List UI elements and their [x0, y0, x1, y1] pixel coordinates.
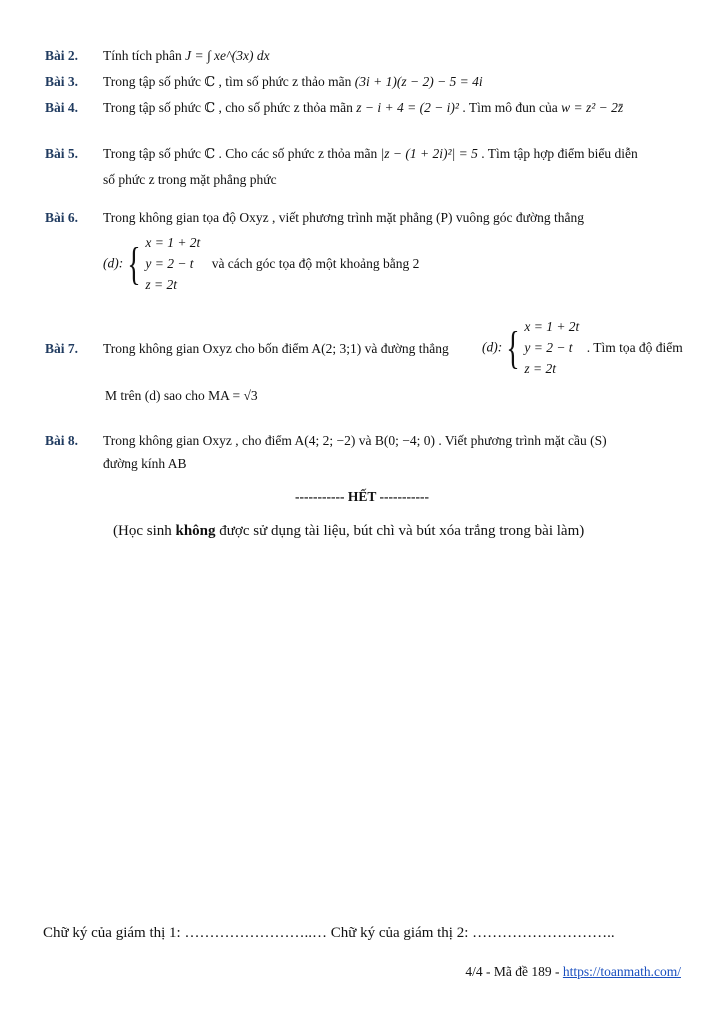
brace-icon: {	[506, 321, 520, 373]
problem-intro: Tính tích phân	[103, 48, 182, 63]
problem-question: . Tìm tập hợp điểm biểu diễn	[481, 146, 638, 161]
problem-intro: Trong tập số phức ℂ , cho số phức z thỏa mãn	[103, 100, 353, 115]
problem-label: Bài 6.	[45, 210, 79, 225]
problem-math: |z − (1 + 2i)²| = 5	[380, 146, 478, 161]
equation: x = 1 + 2t	[524, 319, 580, 334]
equation: z = 2t	[524, 361, 556, 376]
problem-math: J = ∫ xe^(3x) dx	[185, 48, 270, 63]
footer-link[interactable]: https://toanmath.com/	[562, 964, 681, 979]
problem-intro: Trong không gian tọa độ Oxyz , viết phương trình mặt phẳng (P) vuông góc đường thẳng	[103, 210, 584, 225]
note-suffix: được sử dụng tài liệu, bút chì và bút xóa trắng trong bài làm)	[215, 523, 585, 539]
page-footer	[465, 964, 681, 980]
problem-text-line2: đường kính AB	[103, 456, 187, 471]
note-bold: không	[175, 523, 216, 539]
line-system	[103, 232, 419, 295]
problem-label: Bài 2.	[45, 48, 79, 63]
problem-question: . Tìm tọa độ điểm	[586, 339, 683, 355]
problem-label: Bài 3.	[45, 74, 79, 89]
equation: z = 2t	[145, 277, 177, 292]
problem-text-line2: số phức z trong mặt phẳng phức	[103, 172, 277, 187]
problem-text-line2: M trên (d) sao cho MA = √3	[105, 388, 258, 403]
line-name: (d):	[482, 339, 503, 355]
problem-text	[103, 74, 483, 90]
problem-intro: Trong tập số phức ℂ , tìm số phức z thảo mãn	[103, 74, 352, 89]
problem-intro: Trong không gian Oxyz cho bốn điểm A(2; 3;1) và đường thẳng	[103, 341, 449, 356]
problem-label: Bài 7.	[45, 341, 79, 356]
footer-text: 4/4 - Mã đề 189 -	[465, 964, 563, 979]
line-name: (d):	[103, 255, 124, 271]
equation: x = 1 + 2t	[145, 235, 201, 250]
equation-system	[524, 316, 579, 379]
signature-line: Chữ ký của giám thị 1: ……………………..… Chữ ký của giám thị 2: ………………………..	[43, 925, 615, 941]
problem-question: . Tìm mô đun của	[462, 100, 558, 115]
problem-math-2: w = z² − 2z̄	[561, 100, 624, 115]
problem-intro: Trong tập số phức ℂ . Cho các số phức z thỏa mãn	[103, 146, 378, 161]
problem-math: z − i + 4 = (2 − i)²	[356, 100, 459, 115]
exam-note	[113, 523, 584, 540]
problem-condition: và cách góc tọa độ một khoảng bằng 2	[211, 255, 420, 271]
equation: y = 2 − t	[145, 256, 194, 271]
note-prefix: (Học sinh	[113, 523, 176, 539]
problem-label: Bài 4.	[45, 100, 79, 115]
end-mark: ----------- HẾT -----------	[295, 489, 429, 504]
equation-system	[145, 232, 200, 295]
problem-text	[103, 48, 270, 64]
equation: y = 2 − t	[524, 340, 573, 355]
problem-text	[103, 100, 623, 116]
line-system	[482, 316, 683, 379]
brace-icon: {	[127, 237, 141, 289]
problem-math: (3i + 1)(z − 2) − 5 = 4i	[354, 74, 483, 89]
problem-label: Bài 8.	[45, 433, 79, 448]
problem-intro: Trong không gian Oxyz , cho điểm A(4; 2; −2) và B(0; −4; 0) . Viết phương trình mặt cầu (S)	[103, 433, 607, 448]
problem-text	[103, 146, 638, 162]
problem-label: Bài 5.	[45, 146, 79, 161]
